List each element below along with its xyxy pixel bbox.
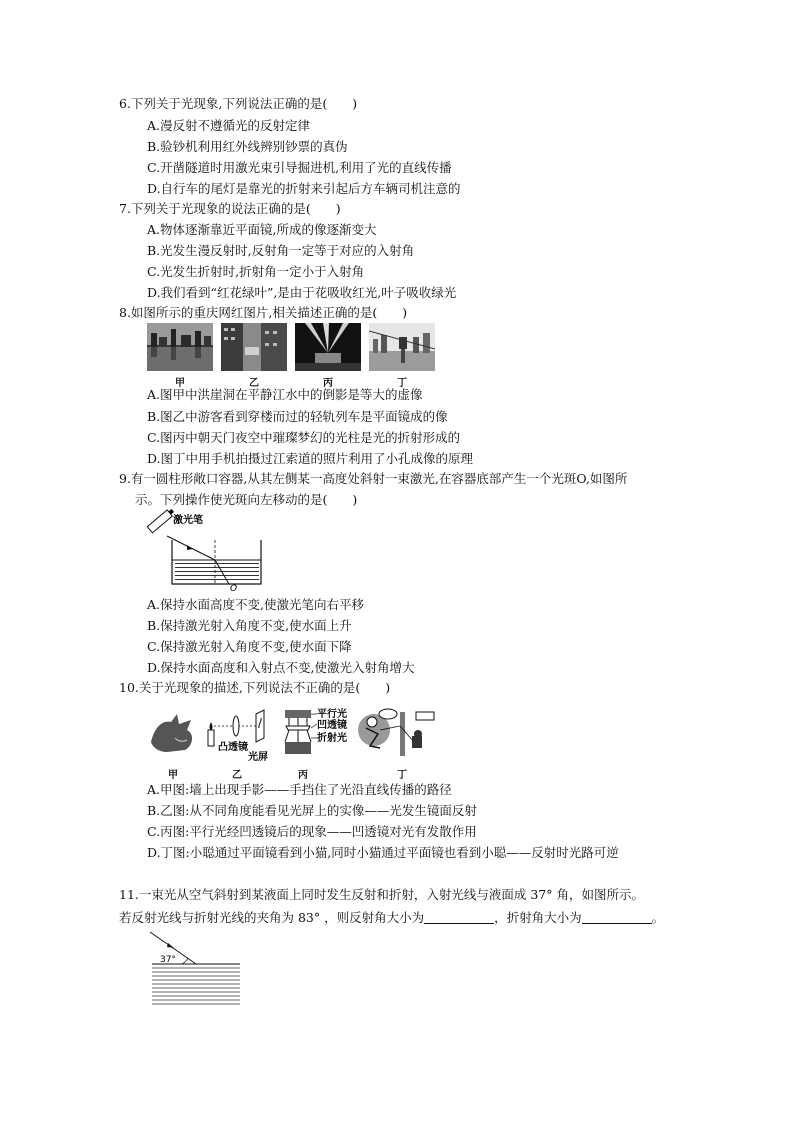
q9-stem-line2: 示。下列操作使光斑向左移动的是( ) <box>135 492 358 507</box>
q6-option-d: D.自行车的尾灯是靠光的折射来引起后方车辆司机注意的 <box>147 181 461 196</box>
q10-caption-yi: 乙 <box>232 770 242 781</box>
q8-caption-jia: 甲 <box>175 378 185 389</box>
q7-option-d: D.我们看到“红花绿叶”,是由于花吸收红光,叶子吸收绿光 <box>147 285 457 300</box>
q8-photo-bing <box>295 323 361 371</box>
q6-stem: 6.下列关于光现象,下列说法正确的是( ) <box>119 96 358 111</box>
q10-caption-ding: 丁 <box>397 770 407 781</box>
q6-option-a: A.漫反射不遵循光的反射定律 <box>147 118 311 133</box>
q7-option-c: C.光发生折射时,折射角一定小于入射角 <box>147 264 365 279</box>
q11-line1: 11.一束光从空气斜射到某液面上同时发生反射和折射，入射光线与液面成 37° 角，如图所示。 <box>119 887 644 902</box>
q10-fig-jia-hand-shadow <box>147 712 201 754</box>
q8-caption-ding: 丁 <box>397 378 407 389</box>
q8-photo-ding <box>369 323 435 371</box>
q9-option-b: B.保持激光射入角度不变,使水面上升 <box>147 618 352 633</box>
q11-angle-label: 37° <box>160 955 176 965</box>
q10-stem: 10.关于光现象的描述,下列说法不正确的是( ) <box>119 680 391 695</box>
q9-stem-line1: 9.有一圆柱形敞口容器,从其左侧某一高度处斜射一束激光,在容器底部产生一个光斑O,如图所 <box>119 471 628 486</box>
q6-option-c: C.开凿隧道时用激光束引导掘进机,利用了光的直线传播 <box>147 160 452 175</box>
q8-option-a: A.图甲中洪崖洞在平静江水中的倒影是等大的虚像 <box>147 387 423 402</box>
q11-reflection-angle-blank[interactable] <box>424 911 494 924</box>
q8-option-d: D.图丁中用手机拍摄过江索道的照片利用了小孔成像的原理 <box>147 451 474 466</box>
q11-line2-text-c: 。 <box>651 910 665 925</box>
q11-refraction-angle-blank[interactable] <box>582 911 652 924</box>
q11-liquid-surface-figure <box>146 928 242 1008</box>
q7-stem: 7.下列关于光现象的说法正确的是( ) <box>119 201 341 216</box>
q9-spot-o-label: O <box>230 584 238 592</box>
q10-refracted-light-label: 折射光 <box>317 733 347 744</box>
q10-caption-jia: 甲 <box>168 770 178 781</box>
q10-fig-ding-mirror-cat <box>356 708 436 760</box>
q8-photo-yi <box>221 323 287 371</box>
q8-stem: 8.如图所示的重庆网红图片,相关描述正确的是( ) <box>119 305 408 320</box>
q10-concave-lens-label: 凹透镜 <box>317 720 347 731</box>
q11-line2-text-b: ，折射角大小为 <box>494 910 582 925</box>
q9-container-figure <box>145 508 265 592</box>
q9-option-d: D.保持水面高度和入射点不变,使激光入射角增大 <box>147 660 415 675</box>
q6-option-b: B.验钞机利用红外线辨别钞票的真伪 <box>147 139 348 154</box>
q9-option-a: A.保持水面高度不变,使激光笔向右平移 <box>147 597 364 612</box>
q11-line2-text-a: 若反射光线与折射光线的夹角为 83° ，则反射角大小为 <box>119 910 425 925</box>
q11-line2 <box>119 910 664 926</box>
q10-convex-lens-label: 凸透镜 <box>218 742 248 753</box>
q10-caption-bing: 丙 <box>298 770 308 781</box>
q8-caption-bing: 丙 <box>323 378 333 389</box>
q10-fig-bing-concave-lens <box>283 704 355 756</box>
q10-option-b: B.乙图:从不同角度能看见光屏上的实像——光发生镜面反射 <box>147 803 477 818</box>
q8-option-b: B.图乙中游客看到穿楼而过的轻轨列车是平面镜成的像 <box>147 409 448 424</box>
q8-caption-yi: 乙 <box>249 378 259 389</box>
q7-option-a: A.物体逐渐靠近平面镜,所成的像逐渐变大 <box>147 222 377 237</box>
q9-laser-pen-label: 激光笔 <box>173 515 203 526</box>
q10-parallel-light-label: 平行光 <box>317 709 347 720</box>
q7-option-b: B.光发生漫反射时,反射角一定等于对应的入射角 <box>147 243 415 258</box>
q8-photo-jia <box>147 323 213 371</box>
q10-option-d: D.丁图:小聪通过平面镜看到小猫,同时小猫通过平面镜也看到小聪——反射时光路可逆 <box>147 845 619 860</box>
q9-option-c: C.保持激光射入角度不变,使水面下降 <box>147 639 352 654</box>
q10-option-a: A.甲图:墙上出现手影——手挡住了光沿直线传播的路径 <box>147 782 452 797</box>
q10-screen-label: 光屏 <box>248 752 268 763</box>
q10-fig-yi-lens-setup <box>204 708 280 766</box>
q8-option-c: C.图丙中朝天门夜空中璀璨梦幻的光柱是光的折射形成的 <box>147 430 461 445</box>
q10-option-c: C.丙图:平行光经凹透镜后的现象——凹透镜对光有发散作用 <box>147 824 477 839</box>
